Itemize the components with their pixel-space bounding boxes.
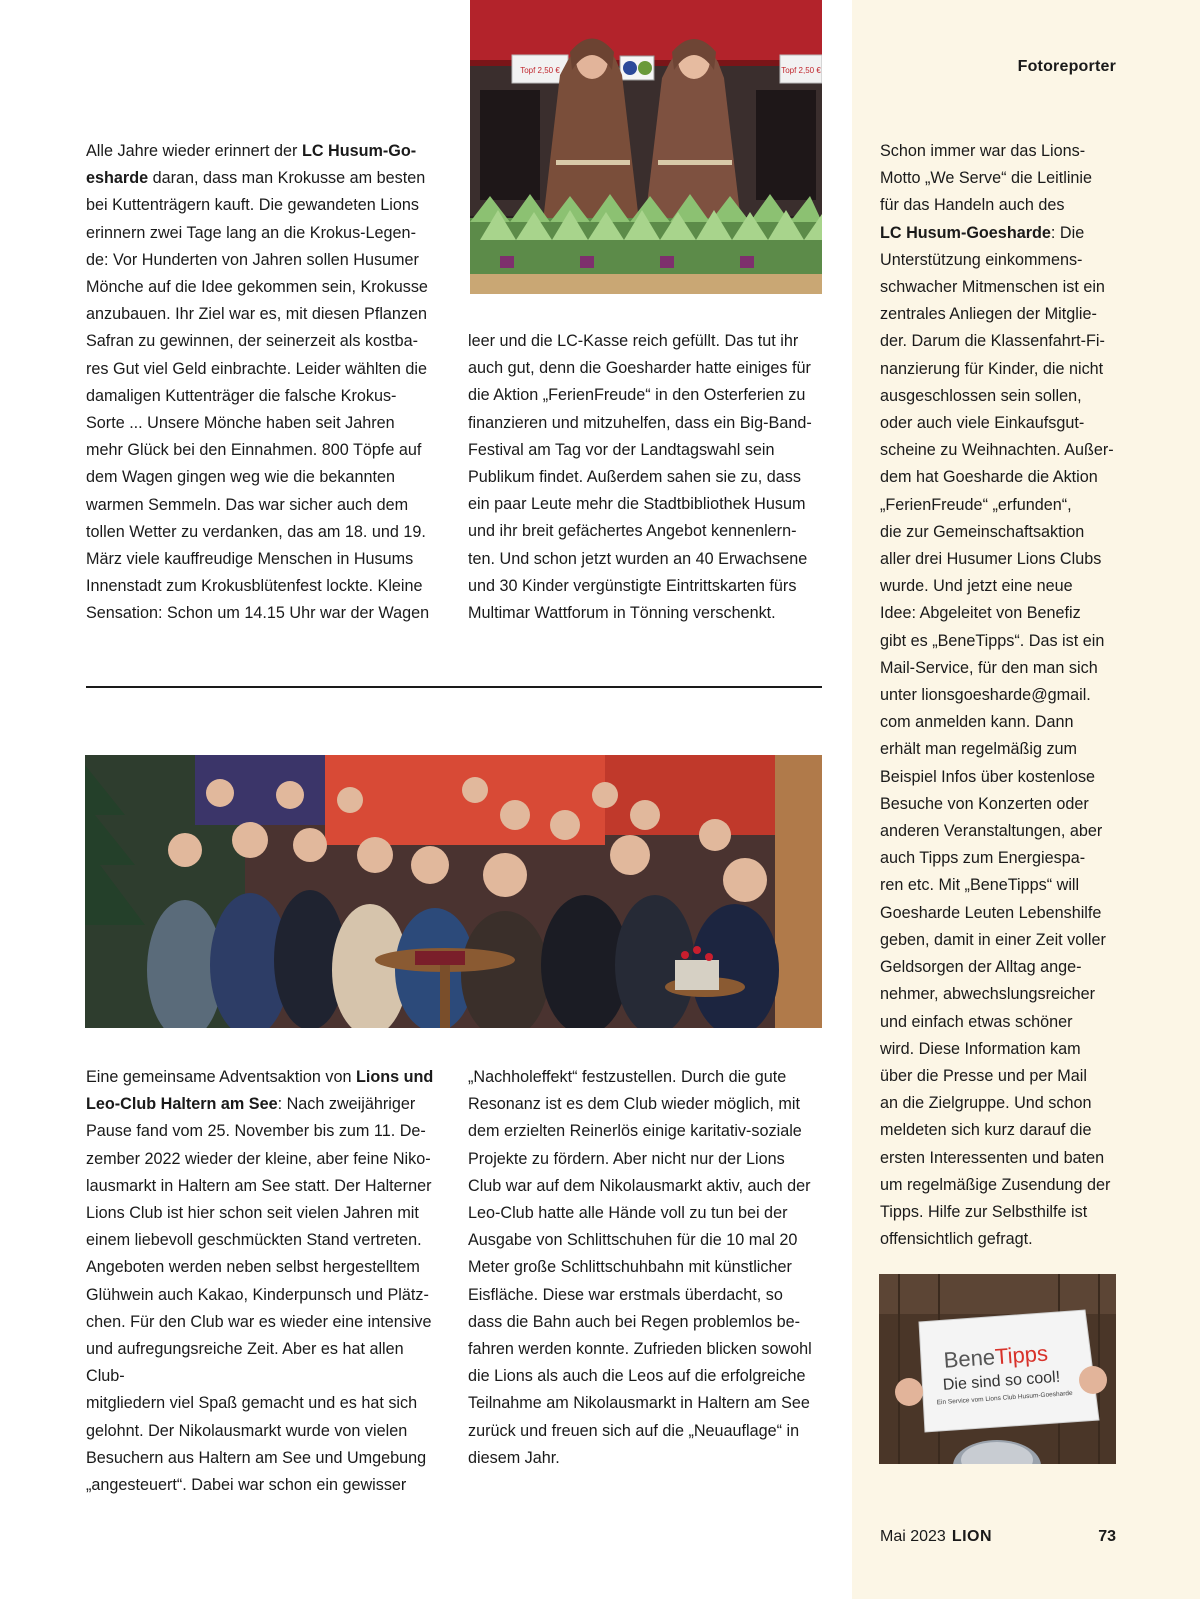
article1-col1-intro: Alle Jahre wieder erinnert der [86,142,302,160]
sidebar-club-name: LC Husum-Goesharde [880,223,1051,242]
sidebar-text [880,138,1120,1253]
sidebar-body: : Die Unterstützung einkommens- schwacher Mitmenschen ist ein zentrales Anliegen der Mitglie- der. Darum die Klassenfahrt-Fi- nanzierung für Kinder, die nicht ausgeschlossen sein sollen, oder auch viele Einkaufsgut- scheine zu Weihnachten. Außer- dem hat Goesharde die Aktion „FerienFreude“ „erfunden“, die zur Gemeinschaftsaktion aller drei Husumer Lions Clubs wurde. Und jetzt eine neue Idee: Abgeleitet von Benefiz gibt es „BeneTipps“. Das ist ein Mail-Service, für den man sich unter lionsgoesharde@gmail. com anmelden kann. Dann erhält man regelmäßig zum Beispiel Infos über kostenlose Besuche von Konzerten oder anderen Veranstaltungen, aber auch Tipps zum Energiespa- ren etc. Mit „BeneTipps“ will Goesharde Leuten Lebenshilfe geben, damit in einer Zeit voller Geldsorgen der Alltag ange- nehmer, abwechslungsreicher und einfach etwas schöner wird. Diese Information kam über die Presse und per Mail an die Zielgruppe. Und schon meldeten sich kurz darauf die ersten Interessenten und baten um regelmäßige Zusendung der Tipps. Hilfe zur Selbsthilfe ist offensichtlich gefragt. [880,223,1114,1249]
article1-col1-body: daran, dass man Krokusse am besten bei Kuttenträgern kauft. Die gewandeten Lions erinnern zwei Tage lang an die Krokus-Legen- de: Vor Hunderten von Jahren sollen Husumer Mönche auf die Idee gekommen sein, Krokusse anzubauen. Ihr Ziel war es, mit diesen Pflanzen Safran zu gewinnen, der seinerzeit als kostba- res Gut viel Geld einbrachte. Leider wählten die damaligen Kuttenträger die falsche Krokus- Sorte ... Unsere Mönche haben seit Jahren mehr Glück bei den Einnahmen. 800 Töpfe auf dem Wagen gingen weg wie die bekannten warmen Semmeln. Das war sicher auch dem tollen Wetter zu verdanken, das am 18. und 19. März viele kauffreudige Menschen in Husums Innenstadt zum Krokusblütenfest lockte. Kleine Sensation: Schon um 14.15 Uhr war der Wagen [86,169,430,623]
footer-magazine-name: LION [951,1528,993,1545]
benetipps-slogan: Die sind so cool! [942,1368,1061,1394]
group-photo [85,755,822,1028]
price-sign-right: Topf 2,50 € [781,66,821,75]
article2-col1-body: : Nach zweijähriger Pause fand vom 25. November bis zum 11. De- zember 2022 wieder der kleine, aber feine Niko- lausmarkt in Haltern am See statt. Der Halterner Lions Club ist hier schon seit vielen Jahren mit einem liebevoll geschmückten Stand vertreten. Angeboten werden neben selbst hergestelltem Glühwein auch Kakao, Kinderpunsch und Plätz- chen. Für den Club war es wieder eine intensive und aufregungsreiche Zeit. Aber es hat allen Club- mitgliedern viel Spaß gemacht und es hat sich gelohnt. Der Nikolausmarkt wurde von vielen Besuchern aus Haltern am See und Umgebung „angesteuert“. Dabei war schon ein gewisser [86,1095,432,1495]
footer-issue [880,1528,992,1546]
benetipps-logo: BeneTipps [942,1340,1049,1373]
section-label: Fotoreporter [1017,58,1116,75]
price-sign-left: Topf 2,50 € [520,66,560,75]
article1-club-name: LC Husum-Go- esharde [86,142,417,188]
article1-column-2: leer und die LC-Kasse reich gefüllt. Das tut ihr auch gut, denn die Goesharder hatte einiges für die Aktion „FerienFreude“ in den Osterferien zu finanzieren und mitzuhelfen, dass ein Big-Band- Festival am Tag vor der Landtagswahl sein Publikum findet. Außerdem sahen sie zu, dass ein paar Leute mehr die Stadtbibliothek Husum und ihr breit gefächertes Angebot kennenlern- ten. Und schon jetzt wurden an 40 Erwachsene und 30 Kinder vergünstigte Eintrittskarten fürs Multimar Wattforum in Tönning verschenkt. [468,332,812,623]
page-number: 73 [1098,1528,1116,1545]
article1-column-1 [86,138,446,628]
sidebar-intro: Schon immer war das Lions- Motto „We Serve“ die Leitlinie für das Handeln auch des [880,142,1093,215]
article2-club-name: Lions und Leo-Club Haltern am See [86,1068,434,1114]
article2-column-2: „Nachholeffekt“ festzustellen. Durch die gute Resonanz ist es dem Club wieder möglich, mit dem erzielten Reinerlös einige karitativ-soziale Projekte zu fördern. Aber nicht nur der Lions Club war auf dem Nikolausmarkt aktiv, auch der Leo-Club hatte alle Hände voll zu tun bei der Ausgabe von Schlittschuhen für die 10 mal 20 Meter große Schlittschuhbahn mit künstlicher Eisfläche. Diese war erstmals überdacht, so dass die Bahn auch bei Regen problemlos be- fahren werden konnte. Zufrieden blicken sowohl die Lions als auch die Leos auf die erfolgreiche Teilnahme am Nikolausmarkt in Haltern am See zurück und freuen sich auf die „Neuauflage“ in diesem Jahr. [468,1068,812,1467]
article2-col1-intro: Eine gemeinsame Adventsaktion von [86,1068,356,1086]
section-divider [86,686,822,688]
monks-crocus-photo [470,0,822,294]
benetipps-service-line: Ein Service vom Lions Club Husum-Goesharde [936,1389,1073,1407]
benetipps-photo [879,1274,1116,1464]
footer-issue-date: Mai 2023 [880,1528,946,1545]
article2-column-1 [86,1064,446,1499]
